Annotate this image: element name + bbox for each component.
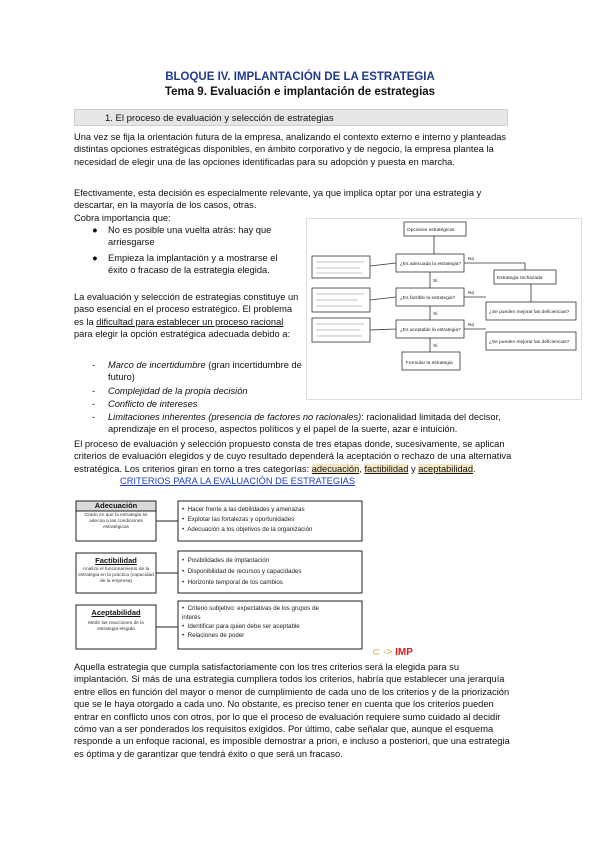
criterion-desc: Medir las reacciones de la estrategia elegida bbox=[88, 621, 144, 632]
criterion-items bbox=[182, 555, 360, 588]
flow-label-improve-2: ¿Se pueden mejorar las deficiencias? bbox=[489, 340, 570, 345]
paragraph-intro: Una vez se fija la orientación futura de la empresa, analizando el contexto externo e interno y planteadas distintas opciones estratégicas disponibles, en ámbito corporativo y de negocio, la empresa plantea la necesidad de elegir una de las opciones identificadas para su adopción y puesta en marcha. bbox=[74, 132, 507, 167]
flow-label-improve-1: ¿Se pueden mejorar las deficiencias? bbox=[489, 310, 570, 315]
criteria-figure bbox=[74, 497, 364, 657]
paragraph-decision: Efectivamente, esta decisión es especialmente relevante, ya que implica optar por una estrategia y descartar, en la mayoría de los casos, otras. bbox=[74, 188, 482, 211]
list-item: • Relaciones de poder bbox=[182, 632, 245, 639]
list-item: • Explotar las fortalezas y oportunidades bbox=[182, 516, 295, 523]
flow-label-reject: Estrategia rechazada bbox=[497, 276, 543, 281]
flow-label-top: Opciones estratégicas bbox=[407, 228, 455, 233]
paragraph-process: El proceso de evaluación y selección propuesto consta de tres etapas donde, sucesivamente, se aplican criterios de evaluación elegidos y de cuyo resultado dependerá la aceptación o rechazo de una alternativa estratégica. Los criterios giran en torno a tres categorías: adecuación, factibilidad y aceptabilidad.CRITERIOS PARA LA EVALUACIÓN DE ESTRATEGIAS bbox=[74, 439, 512, 487]
list-item: • Hacer frente a las debilidades y amenazas bbox=[182, 506, 305, 513]
paragraph-importance: Cobra importancia que: bbox=[74, 213, 171, 223]
flow-label-yes: Sí bbox=[433, 279, 438, 284]
criterion-items bbox=[182, 604, 332, 640]
criterion-name: Adecuación bbox=[94, 501, 138, 510]
flow-label-yes: Sí bbox=[433, 344, 438, 349]
flow-label-no: No bbox=[468, 323, 475, 328]
flow-label-q3: ¿Es aceptable la estrategia? bbox=[400, 328, 461, 333]
criterion-name: Factibilidad bbox=[95, 556, 137, 565]
flow-box-criteria-1 bbox=[312, 256, 370, 278]
criterion-desc: Grado en que la estrategia se adecúa a las condiciones estratégicas bbox=[84, 513, 148, 530]
criterion-name: Aceptabilidad bbox=[91, 608, 141, 617]
list-item: • Identificar para quien debe ser aceptable bbox=[182, 623, 300, 630]
flow-label-q1: ¿Es adecuada la estrategia? bbox=[400, 262, 462, 267]
flow-label-no: No bbox=[468, 291, 475, 296]
list-item: • Criterio subjetivo: expectativas de los grupos de interés bbox=[182, 605, 319, 621]
dash-item: - Conflicto de intereses bbox=[92, 399, 198, 409]
bullet-item: ● No es posible una vuelta atrás: hay que arriesgarse bbox=[92, 225, 272, 248]
section-heading: 1. El proceso de evaluación y selección de estrategias bbox=[74, 109, 508, 126]
paragraph-conclusion: Aquella estrategia que cumpla satisfactoriamente con los tres criterios será la elegida para su implantación. Si más de una estrategia cumpliera todos los criterios, habría que establecer una jerarquía entre ellos en función del mayor o menor de cumplimiento de cada uno de los criterios y de la priorización que se le haya otorgado a cada uno. No obstante, es preciso tener en cuenta que los criterios pueden entrar en conflicto unos con otros, por lo que el proceso de evaluación requiere sumo cuidado al decidir cómo van a ser ponderados los requisitos exigidos. Por último, cabe señalar que, aunque el esquema responde a un enfoque racional, es imposible demostrar a priori, e incluso a posteriori, que una estrategia es óptima y de garantizar que tendrá éxito o que será un fracaso. bbox=[74, 662, 510, 759]
list-item: • Posibilidades de implantación bbox=[182, 557, 270, 564]
bullet-item: ● Empieza la implantación y a mostrarse el éxito o fracaso de la estrategia elegida. bbox=[92, 253, 278, 276]
criterion-desc: Analiza el funcionamiento de la estrategia en la práctica (capacidad de la empresa) bbox=[78, 567, 154, 584]
flow-label-yes: Sí bbox=[433, 312, 438, 317]
list-item: • Adecuación a los objetivos de la organización bbox=[182, 526, 313, 533]
list-item: • Horizonte temporal de los cambios bbox=[182, 579, 283, 586]
dash-item: - Marco de incertidumbre (gran incertidumbre de futuro) bbox=[92, 360, 302, 383]
bullet-icon: ● bbox=[92, 253, 98, 263]
flow-label-q2: ¿Es factible la estrategia? bbox=[400, 296, 456, 301]
criterion-items bbox=[182, 505, 360, 535]
imp-note: ⊂ -> IMP bbox=[372, 647, 413, 658]
dash-item: - Limitaciones inherentes (presencia de factores no racionales): racionalidad limitada del decisor, aprendizaje en el proceso, aspectos políticos y el papel de la suerte, azar e intuición. bbox=[92, 412, 501, 435]
dash-item: - Complejidad de la propia decisión bbox=[92, 386, 248, 396]
arrow-icon: ⊂ -> bbox=[372, 647, 393, 658]
list-item: • Disponibilidad de recursos y capacidades bbox=[182, 568, 302, 575]
bullet-icon: ● bbox=[92, 225, 98, 235]
flow-label-no: No bbox=[468, 257, 475, 262]
flow-label-final: Formular la estrategia bbox=[406, 361, 453, 366]
doc-title: BLOQUE IV. IMPLANTACIÓN DE LA ESTRATEGIA bbox=[165, 71, 435, 83]
doc-subtitle: Tema 9. Evaluación e implantación de estrategias bbox=[164, 86, 436, 98]
paragraph-difficulty: La evaluación y selección de estrategias constituye un paso esencial en el proceso estratégico. El problema es la dificultad para establecer un proceso racional para elegir la opción estratégica adecuada debido a: bbox=[74, 292, 299, 340]
strategy-flowchart bbox=[306, 218, 582, 400]
criteria-link[interactable]: CRITERIOS PARA LA EVALUACIÓN DE ESTRATEGIAS bbox=[120, 476, 356, 487]
